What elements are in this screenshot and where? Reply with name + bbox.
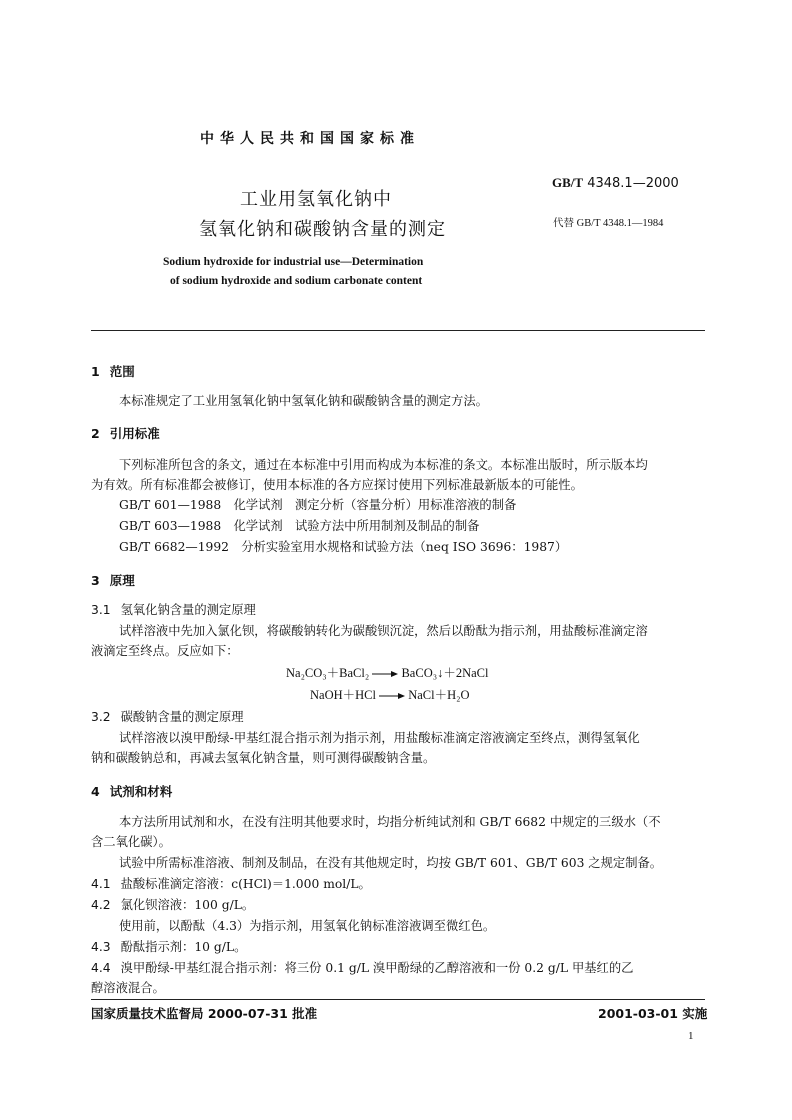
section-2-heading — [91, 424, 160, 442]
item-4-2-note: 使用前，以酚酞（4.3）为指示剂，用氢氧化钠标准溶液调至微红色。 — [119, 919, 496, 933]
reaction-arrow-icon — [379, 692, 405, 700]
subsection-title: 氢氧化钠含量的测定原理 — [120, 603, 256, 617]
reaction-equation-1 — [286, 663, 488, 681]
section-number: 4 — [91, 784, 100, 799]
standard-code-prefix: GB/T — [552, 175, 584, 190]
subsection-3-2-heading — [91, 707, 244, 727]
section-4-paragraph-1-line2: 含二氧化碳）。 — [91, 835, 171, 849]
item-4-2 — [91, 895, 254, 915]
national-standard-heading: 中华人民共和国国家标准 — [200, 131, 420, 147]
item-number: 4.2 — [91, 898, 111, 912]
section-title: 范围 — [109, 364, 135, 379]
item-text: 溴甲酚绿-甲基红混合指示剂：将三份 0.1 g/L 溴甲酚绿的乙醇溶液和一份 0.2 g/L 甲基红的乙 — [120, 961, 634, 975]
item-number: 4.4 — [91, 961, 111, 975]
section-1-heading — [91, 362, 135, 380]
section-title: 原理 — [109, 573, 135, 588]
document-title-line2: 氢氧化钠和碳酸钠含量的测定 — [199, 219, 446, 240]
reference-item: GB/T 6682—1992 分析实验室用水规格和试验方法（neq ISO 3696：1987） — [119, 540, 568, 554]
section-number: 2 — [91, 426, 100, 441]
item-4-1 — [91, 874, 371, 894]
document-title-line1: 工业用氢氧化钠中 — [240, 189, 392, 210]
section-title: 引用标准 — [109, 426, 160, 441]
reference-item: GB/T 601—1988 化学试剂 测定分析（容量分析）用标准溶液的制备 — [119, 498, 517, 512]
subsection-3-1-heading — [91, 600, 256, 620]
subsection-title: 碳酸钠含量的测定原理 — [120, 710, 244, 724]
section-4-paragraph-1-line1: 本方法所用试剂和水，在没有注明其他要求时，均指分析纯试剂和 GB/T 6682 中规定的三级水（不 — [119, 815, 661, 829]
equation-products: NaCl＋H₂O — [408, 688, 470, 702]
page-number: 1 — [688, 1030, 694, 1042]
item-4-4-line1 — [91, 958, 633, 978]
subsection-number: 3.1 — [91, 603, 111, 617]
section-number: 3 — [91, 573, 100, 588]
subsection-3-2-text-line1: 试样溶液以溴甲酚绿-甲基红混合指示剂为指示剂，用盐酸标准滴定溶液滴定至终点，测得氢氧化 — [119, 731, 640, 745]
subsection-3-1-text-line1: 试样溶液中先加入氯化钡，将碳酸钠转化为碳酸钡沉淀，然后以酚酞为指示剂，用盐酸标准滴定溶 — [119, 624, 648, 638]
replaces-standard: 代替 GB/T 4348.1—1984 — [553, 218, 664, 229]
subsection-3-1-text-line2: 液滴定至终点。反应如下： — [91, 644, 239, 658]
standard-code-number: 4348.1—2000 — [587, 176, 679, 191]
english-title-line2: of sodium hydroxide and sodium carbonate content — [170, 275, 423, 287]
approval-statement: 国家质量技术监督局 2000-07-31 批准 — [91, 1006, 318, 1021]
implementation-date: 2001-03-01 实施 — [598, 1006, 708, 1021]
item-text: 盐酸标准滴定溶液：c(HCl)＝1.000 mol/L。 — [120, 877, 371, 891]
subsection-3-2-text-line2: 钠和碳酸钠总和，再减去氢氧化钠含量，则可测得碳酸钠含量。 — [91, 751, 436, 765]
item-number: 4.3 — [91, 940, 111, 954]
section-number: 1 — [91, 364, 100, 379]
reaction-arrow-icon — [372, 670, 398, 678]
item-number: 4.1 — [91, 877, 111, 891]
subsection-number: 3.2 — [91, 710, 111, 724]
equation-products: BaCO₃↓＋2NaCl — [401, 666, 489, 680]
section-1-text: 本标准规定了工业用氢氧化钠中氢氧化钠和碳酸钠含量的测定方法。 — [119, 394, 488, 408]
reference-item: GB/T 603—1988 化学试剂 试验方法中所用制剂及制品的制备 — [119, 519, 480, 533]
item-text: 氯化钡溶液：100 g/L。 — [120, 898, 255, 912]
equation-reactants: Na₂CO₃＋BaCl₂ — [286, 666, 370, 680]
item-4-4-line2: 醇溶液混合。 — [91, 981, 165, 995]
section-3-heading — [91, 571, 135, 589]
footer-divider — [91, 999, 705, 1000]
equation-reactants: NaOH＋HCl — [310, 688, 376, 702]
item-text: 酚酞指示剂：10 g/L。 — [120, 940, 247, 954]
item-4-3 — [91, 937, 246, 957]
english-title-line1: Sodium hydroxide for industrial use—Determination — [163, 256, 424, 268]
section-title: 试剂和材料 — [109, 784, 173, 799]
section-2-text-line1: 下列标准所包含的条文，通过在本标准中引用而构成为本标准的条文。本标准出版时，所示版本均 — [119, 458, 648, 472]
section-4-paragraph-2: 试验中所需标准溶液、制剂及制品，在没有其他规定时，均按 GB/T 601、GB/T 603 之规定制备。 — [119, 856, 663, 870]
section-4-heading — [91, 782, 172, 800]
standard-code — [552, 175, 679, 191]
header-divider — [91, 330, 705, 331]
reaction-equation-2 — [310, 685, 470, 703]
section-2-text-line2: 为有效。所有标准都会被修订，使用本标准的各方应探讨使用下列标准最新版本的可能性。 — [91, 478, 583, 492]
